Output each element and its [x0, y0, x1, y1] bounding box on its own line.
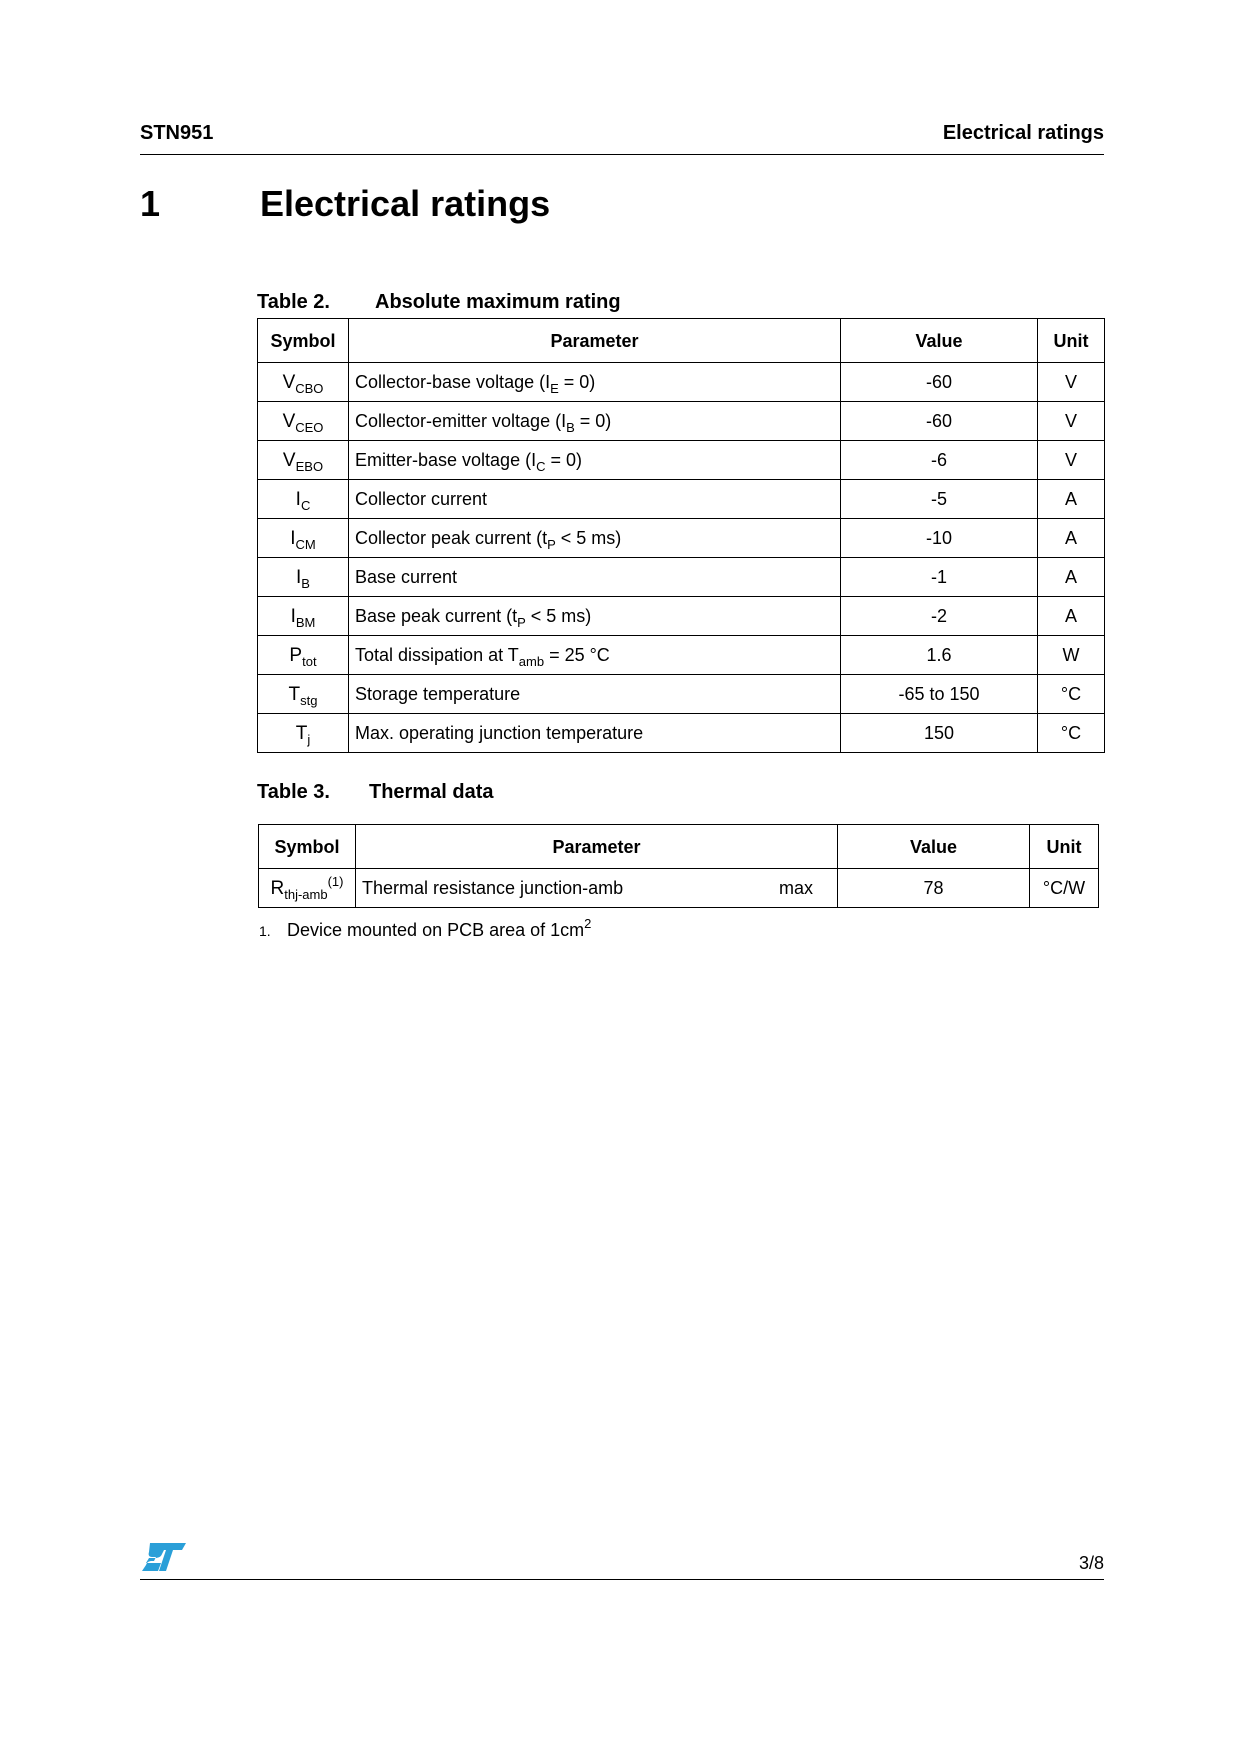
col-header-value: Value	[841, 319, 1038, 363]
parameter-text: Base current	[355, 567, 458, 587]
footer-rule	[140, 1579, 1104, 1580]
st-logo-icon	[140, 1541, 188, 1573]
table-row	[258, 441, 1105, 480]
unit-cell: V	[1038, 363, 1105, 402]
table-row	[258, 597, 1105, 636]
section-number: 1	[140, 183, 161, 224]
symbol-subscript: BM	[295, 614, 316, 630]
symbol-subscript: C	[300, 497, 311, 513]
footnote-number: 1.	[259, 923, 271, 939]
col-header-symbol: Symbol	[258, 319, 349, 363]
value-cell: 1.6	[841, 636, 1038, 675]
col-header-parameter: Parameter	[349, 319, 841, 363]
footnote-text: Device mounted on PCB area of 1cm	[287, 920, 585, 940]
symbol-cell	[258, 597, 349, 636]
symbol-cell	[259, 869, 356, 908]
unit-cell: V	[1038, 402, 1105, 441]
parameter-text-end: = 0)	[574, 411, 612, 431]
parameter-text: Base peak current (t	[355, 606, 518, 626]
col-header-unit: Unit	[1038, 319, 1105, 363]
parameter-subscript: P	[547, 537, 556, 552]
parameter-subscript: C	[536, 459, 546, 474]
symbol-cell	[258, 480, 349, 519]
value-cell: 78	[838, 869, 1030, 908]
absolute-max-rating-table	[257, 318, 1105, 753]
unit-cell: °C	[1038, 675, 1105, 714]
unit-cell: °C	[1038, 714, 1105, 753]
table-header-row	[258, 319, 1105, 363]
parameter-qualifier: max	[778, 878, 813, 898]
symbol-cell	[258, 363, 349, 402]
symbol-letter: T	[295, 722, 308, 744]
parameter-text: Storage temperature	[355, 684, 521, 704]
symbol-subscript: CEO	[295, 419, 324, 435]
header-product: STN951	[140, 122, 214, 144]
parameter-text: Collector current	[355, 489, 488, 509]
symbol-cell	[258, 636, 349, 675]
symbol-subscript: stg	[300, 692, 318, 708]
symbol-subscript: j	[307, 731, 311, 747]
symbol-subscript: EBO	[295, 458, 324, 474]
value-cell: -10	[841, 519, 1038, 558]
parameter-text: Collector peak current (t	[355, 528, 548, 548]
parameter-text-end: = 0)	[558, 372, 596, 392]
section-title: Electrical ratings	[260, 183, 551, 224]
col-header-unit: Unit	[1030, 825, 1099, 869]
parameter-cell	[349, 714, 841, 753]
table-row	[258, 402, 1105, 441]
table-header-row	[259, 825, 1099, 869]
value-cell: -5	[841, 480, 1038, 519]
parameter-cell	[349, 441, 841, 480]
parameter-text: Thermal resistance junction-amb	[362, 878, 624, 898]
unit-cell: °C/W	[1030, 869, 1099, 908]
header-section: Electrical ratings	[942, 122, 1104, 144]
symbol-letter: I	[290, 605, 296, 627]
table-row	[258, 675, 1105, 714]
value-cell: -65 to 150	[841, 675, 1038, 714]
symbol-letter: V	[282, 449, 296, 471]
symbol-letter: T	[288, 683, 301, 705]
unit-cell: V	[1038, 441, 1105, 480]
symbol-cell	[258, 519, 349, 558]
unit-cell: A	[1038, 480, 1105, 519]
value-cell: 150	[841, 714, 1038, 753]
symbol-letter: I	[290, 527, 296, 549]
table-row	[258, 636, 1105, 675]
parameter-cell	[349, 636, 841, 675]
parameter-cell	[349, 402, 841, 441]
value-cell: -2	[841, 597, 1038, 636]
parameter-text-end: = 0)	[545, 450, 582, 470]
symbol-letter: P	[289, 644, 303, 666]
table-row	[258, 714, 1105, 753]
unit-cell: A	[1038, 597, 1105, 636]
parameter-cell	[349, 480, 841, 519]
parameter-text: Collector-base voltage (I	[355, 372, 551, 392]
parameter-cell	[356, 869, 838, 908]
table-row	[258, 519, 1105, 558]
parameter-text: Max. operating junction temperature	[355, 723, 644, 743]
symbol-letter: V	[282, 371, 296, 393]
parameter-subscript: P	[517, 615, 526, 630]
parameter-cell	[349, 675, 841, 714]
parameter-cell	[349, 363, 841, 402]
symbol-cell	[258, 558, 349, 597]
table-row	[258, 558, 1105, 597]
unit-cell: A	[1038, 519, 1105, 558]
unit-cell: W	[1038, 636, 1105, 675]
symbol-cell	[258, 714, 349, 753]
col-header-parameter: Parameter	[356, 825, 838, 869]
symbol-footnote-ref: (1)	[327, 873, 344, 889]
footnote-superscript: 2	[584, 916, 592, 931]
parameter-text: Total dissipation at T	[355, 645, 519, 665]
symbol-cell	[258, 675, 349, 714]
parameter-text-end: = 25 °C	[544, 645, 610, 665]
symbol-letter: I	[295, 488, 301, 510]
parameter-cell	[349, 597, 841, 636]
col-header-symbol: Symbol	[259, 825, 356, 869]
col-header-value: Value	[838, 825, 1030, 869]
symbol-subscript: CM	[295, 536, 316, 552]
table3-label: Table 3.	[257, 781, 330, 803]
symbol-cell	[258, 441, 349, 480]
value-cell: -60	[841, 363, 1038, 402]
value-cell: -1	[841, 558, 1038, 597]
parameter-subscript: E	[550, 381, 559, 396]
value-cell: -6	[841, 441, 1038, 480]
parameter-cell	[349, 519, 841, 558]
table3-title: Thermal data	[369, 781, 494, 803]
value-cell: -60	[841, 402, 1038, 441]
symbol-subscript: thj-amb	[284, 886, 328, 902]
parameter-text-end: < 5 ms)	[555, 528, 622, 548]
symbol-letter: R	[270, 877, 285, 899]
table-row	[258, 480, 1105, 519]
page-number: 3/8	[1078, 1553, 1104, 1573]
thermal-data-table	[258, 824, 1099, 908]
table2-label: Table 2.	[257, 291, 330, 313]
symbol-letter: V	[282, 410, 296, 432]
unit-cell: A	[1038, 558, 1105, 597]
table-row	[259, 869, 1099, 908]
symbol-cell	[258, 402, 349, 441]
symbol-subscript: B	[301, 575, 310, 591]
footnote	[259, 916, 592, 941]
parameter-subscript: amb	[518, 654, 545, 669]
parameter-subscript: B	[566, 420, 575, 435]
parameter-text-end: < 5 ms)	[525, 606, 592, 626]
symbol-letter: I	[296, 566, 302, 588]
parameter-text: Emitter-base voltage (I	[355, 450, 537, 470]
header-rule	[140, 154, 1104, 155]
table-row	[258, 363, 1105, 402]
symbol-subscript: tot	[302, 653, 317, 669]
table2-title: Absolute maximum rating	[375, 291, 621, 313]
symbol-subscript: CBO	[295, 380, 324, 396]
parameter-cell	[349, 558, 841, 597]
parameter-text: Collector-emitter voltage (I	[355, 411, 567, 431]
